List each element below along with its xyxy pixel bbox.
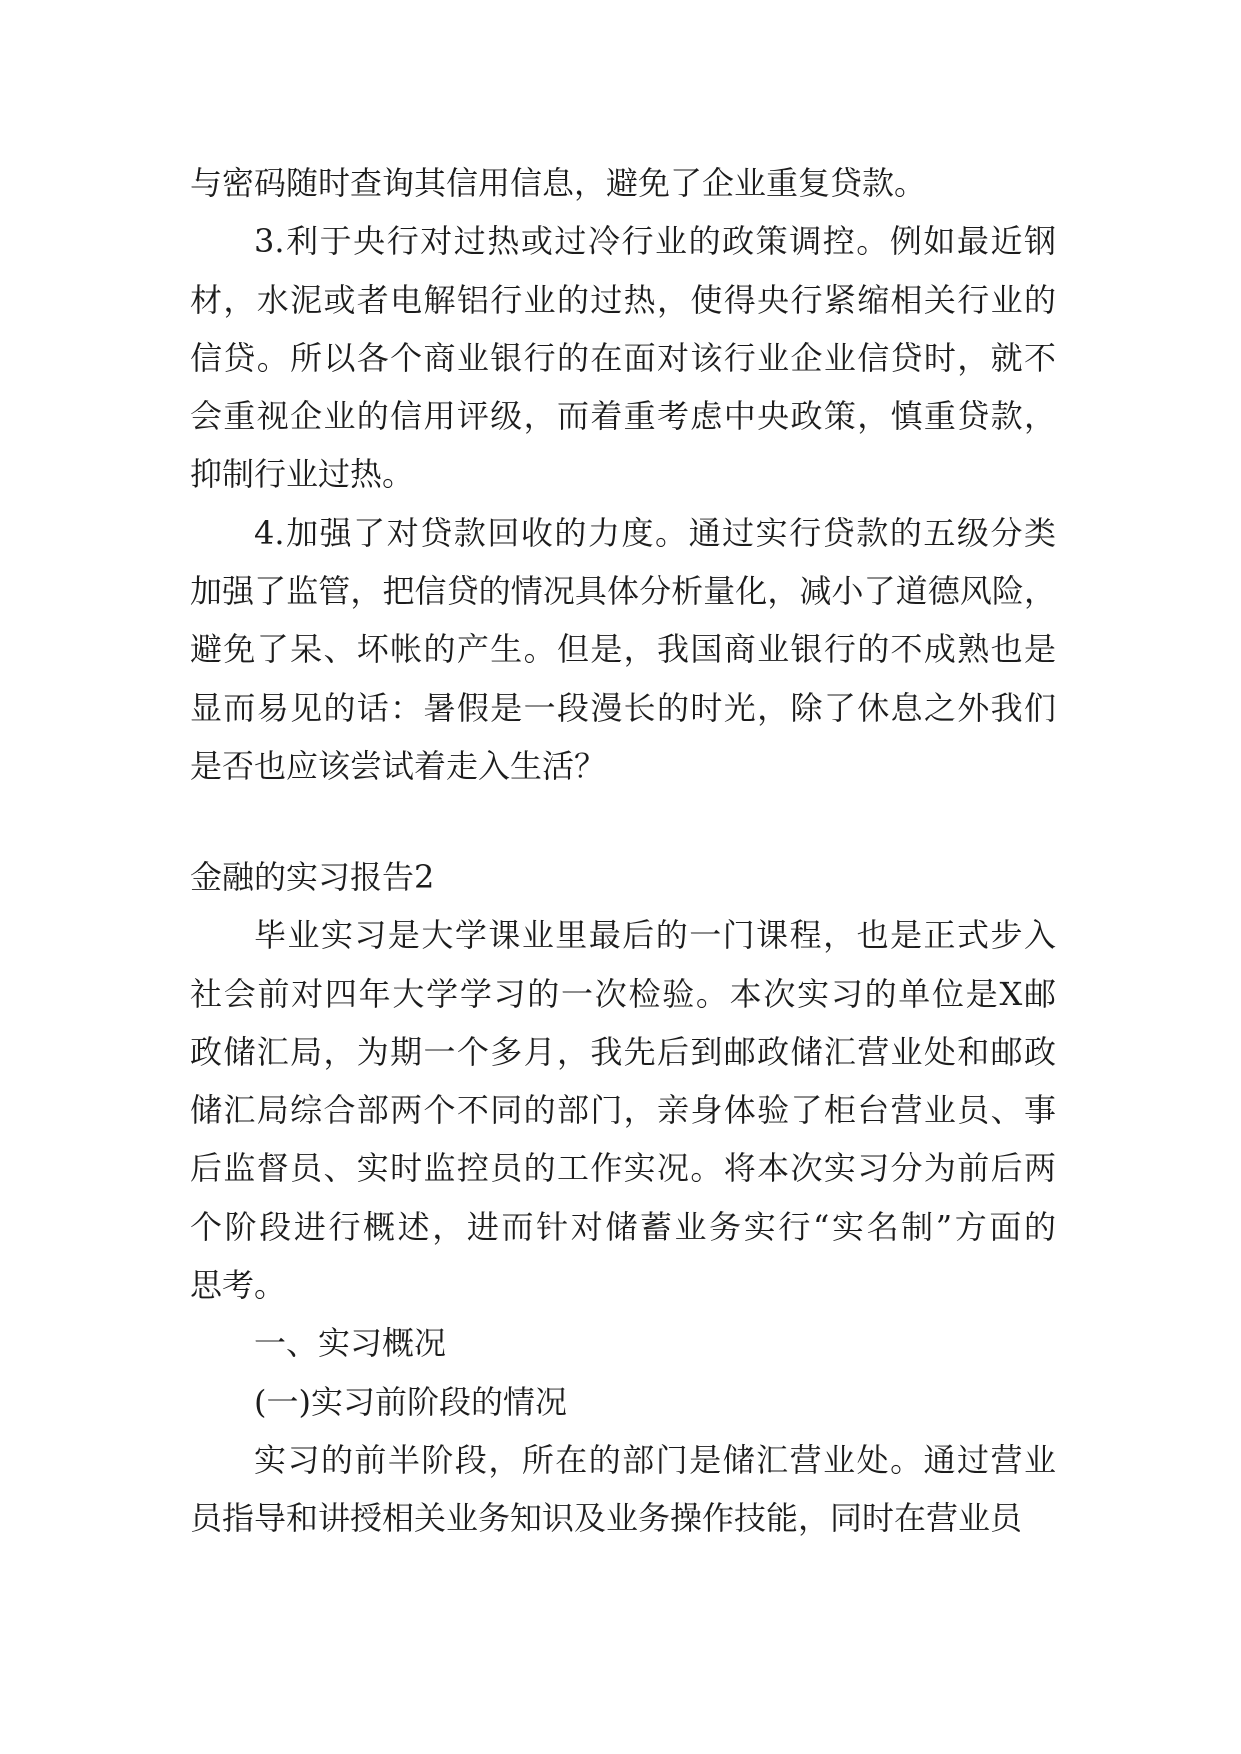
text-line: 思考。 [190,1266,287,1305]
text-line: 个阶段进行概述，进而针对储蓄业务实行“实名制”方面的 [190,1207,1056,1246]
text-line: 实习的前半阶段，所在的部门是储汇营业处。通过营业 [254,1440,1056,1479]
text-line: 储汇局综合部两个不同的部门，亲身体验了柜台营业员、事 [190,1091,1056,1130]
paragraph [190,504,1056,795]
text-line: 一、实习概况 [254,1324,447,1363]
text-line: 加强了监管，把信贷的情况具体分析量化，减小了道德风险， [190,572,1056,611]
text-line: 会重视企业的信用评级，而着重考虑中央政策，慎重贷款， [190,397,1056,436]
text-line: 信贷。所以各个商业银行的在面对该行业企业信贷时，就不 [190,338,1056,377]
paragraph [190,906,1056,1314]
text-line: (一)实习前阶段的情况 [254,1382,567,1421]
document-body [190,154,1056,1548]
text-line: 是否也应该尝试着走入生活？ [190,746,607,785]
section-heading [190,848,1056,906]
text-line: 与密码随时查询其信用信息，避免了企业重复贷款。 [190,164,927,202]
text-line: 社会前对四年大学学习的一次检验。本次实习的单位是X邮 [190,974,1056,1013]
text-line: 避免了呆、坏帐的产生。但是，我国商业银行的不成熟也是 [190,630,1056,669]
text-line: 政储汇局，为期一个多月，我先后到邮政储汇营业处和邮政 [190,1032,1056,1071]
text-line: 后监督员、实时监控员的工作实况。将本次实习分为前后两 [190,1149,1056,1188]
text-line: 毕业实习是大学课业里最后的一门课程，也是正式步入 [254,916,1056,955]
text-line: 显而易见的话：暑假是一段漫长的时光，除了休息之外我们 [190,688,1056,727]
text-line: 4.加强了对贷款回收的力度。通过实行贷款的五级分类 [254,513,1056,552]
text-line: 员指导和讲授相关业务知识及业务操作技能，同时在营业员 [190,1499,1023,1538]
paragraph [190,1373,1056,1431]
text-line: 抑制行业过热。 [190,455,415,494]
text-line: 金融的实习报告2 [190,857,435,896]
text-line: 材，水泥或者电解铝行业的过热，使得央行紧缩相关行业的 [190,280,1056,319]
paragraph [190,1431,1056,1548]
text-line: 3.利于央行对过热或过冷行业的政策调控。例如最近钢 [254,222,1056,261]
paragraph [190,212,1056,503]
paragraph [190,1314,1056,1372]
paragraph [190,154,1056,212]
